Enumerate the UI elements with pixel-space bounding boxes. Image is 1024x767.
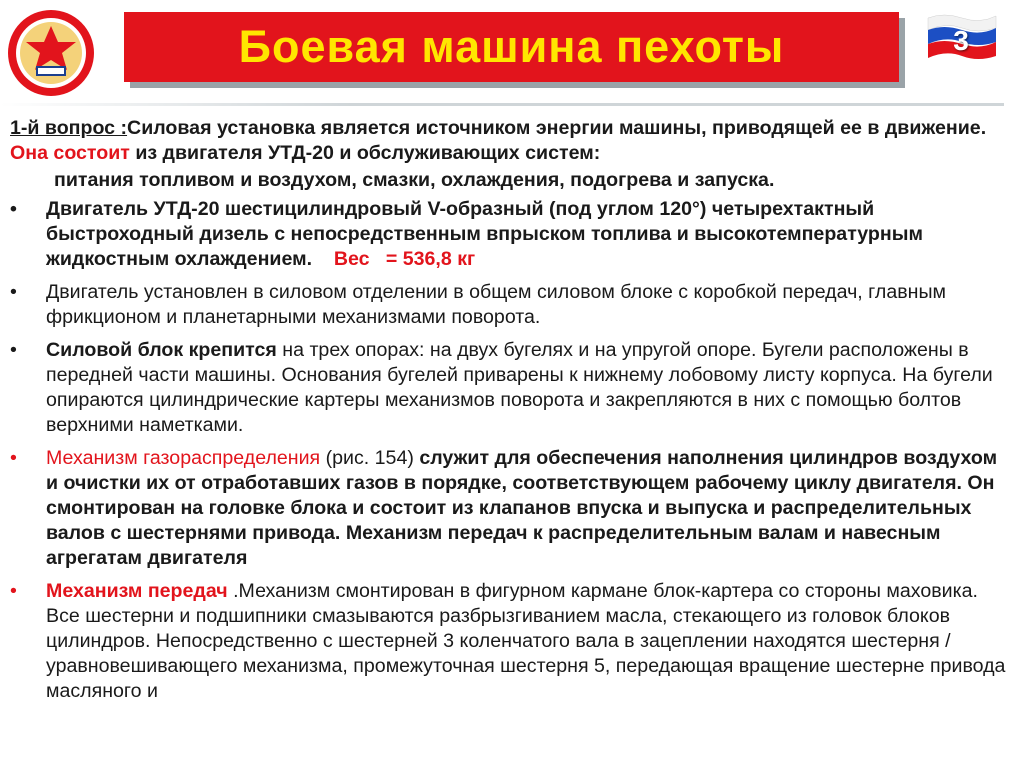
question-label: 1-й вопрос :	[10, 117, 128, 139]
weight-value: = 536,8 кг	[385, 248, 476, 270]
valve-mechanism-heading: Механизм газораспределения	[46, 447, 321, 469]
intro-highlight: Она состоит	[10, 142, 130, 164]
bullet-marker: •	[10, 339, 17, 361]
slide-content	[10, 116, 1010, 704]
list-item	[10, 197, 1010, 272]
list-item	[10, 338, 1010, 438]
header-divider	[0, 103, 1004, 106]
weight-label: Вес	[333, 248, 370, 270]
intro-systems-line: питания топливом и воздухом, смазки, охлаждения, подогрева и запуска.	[54, 169, 775, 191]
list-item	[10, 579, 1010, 704]
engine-description: Двигатель УТД-20 шестицилиндровый V-образный (под углом 120°) четырехтактный быстроходный дизель с непосредственным впрыском топлива и высокотемпературным жидкостным охлаждением.	[46, 198, 923, 270]
gear-mechanism-heading: Механизм передач	[46, 580, 228, 602]
list-item	[10, 446, 1010, 571]
figure-reference: (рис. 154)	[320, 447, 420, 469]
intro-text-b: из двигателя УТД-20 и обслуживающих систем:	[129, 142, 601, 164]
bullet-marker: •	[10, 447, 17, 469]
intro-text-a: Силовая установка является источником энергии машины, приводящей ее в движение.	[127, 117, 987, 139]
valve-mechanism-text: служит для обеспечения наполнения цилиндров воздухом и очистки их от отработавших газов в порядке, соответствующем рабочему циклу двигателя. Он смонтирован на головке блока и состоит из клапанов впуска и выпуска и распределительных валов с шестернями привода. Механизм передач к распределительным валам и навесным агрегатам двигателя	[46, 447, 998, 569]
intro-paragraph	[10, 116, 1010, 166]
page-title: Боевая машина пехоты	[238, 21, 785, 72]
power-block-heading: Силовой блок крепится	[46, 339, 277, 361]
list-item	[10, 280, 1010, 330]
academy-emblem-icon	[6, 8, 96, 98]
bullet-marker: •	[10, 281, 17, 303]
slide-number: 3	[953, 25, 969, 56]
gear-mechanism-text: .Механизм смонтирован в фигурном кармане блок-картера со стороны маховика. Все шестерни и подшипники смазываются разбрызгиванием масла, стекающего из головок блоков цилиндров. Непосредственно с шестерней 3 коленчатого вала в зацеплении находятся шестерня / уравновешивающего механизма, промежуточная шестерня 5, передающая вращение шестерне привода масляного и	[46, 580, 1006, 702]
bullet-marker: •	[10, 198, 17, 220]
engine-placement-text: Двигатель установлен в силовом отделении в общем силовом блоке с коробкой передач, главным фрикционом и планетарными механизмами поворота.	[46, 281, 947, 328]
title-banner	[124, 12, 899, 82]
bullet-marker: •	[10, 580, 17, 602]
power-block-text: на трех опорах: на двух бугелях и на упругой опоре. Бугели расположены в передней части машины. Основания бугелей приварены к нижнему лобовому листу корпуса. На бугели опираются цилиндрические картеры механизмов поворота и закрепляются в них с помощью болтов верхними наметками.	[46, 339, 993, 436]
